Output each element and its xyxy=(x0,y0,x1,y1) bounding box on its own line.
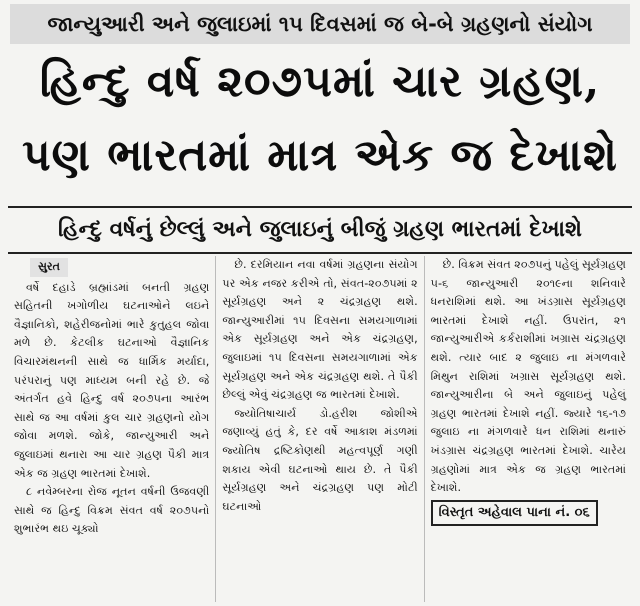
article-column-1 xyxy=(8,256,215,602)
column-2-paragraph-1: છે. દરમિયાન નવા વર્ષમાં ગ્રહણના સંયોગ પર એક નજર કરીએ તો, સંવત-૨૦૭૫માં ૨ સૂર્યગ્રહણ અને ૨ ચંદ્રગ્રહણ થશે. જાન્યુઆરીમાં ૧૫ દિવસના સમયગાળામાં એક સૂર્યગ્રહણ અને એક ચંદ્રગ્રહણ, જુલાઇમાં ૧૫ દિવસના સમયગાળામાં એક સૂર્યગ્રહણ અને એક ચંદ્રગ્રહણ થશે. તે પૈકી છેલ્લું એવું ચંદ્રગ્રહણ જ ભારતમાં દેખાશે. xyxy=(222,258,418,402)
headline-line-2: પણ ભારતમાં માત્ર એક જ દેખાશે xyxy=(22,130,618,181)
column-3-paragraph-1: છે. વિક્રમ સંવત ૨૦૭૫નું પહેલું સૂર્યગ્રહણ ૫-૬ જાન્યુઆરી ૨૦૧૯ના શનિવારે ધનરાશિમાં થશે. આ ખંડગ્રાસ સૂર્યગ્રહણ ભારતમાં દેખાશે નહીં. ઉપરાંત, ૨૧ જાન્યુઆરીએ કર્કરાશીમાં ખગ્રાસ ચંદ્રગ્રહણ થશે. ત્યાર બાદ ૨ જુલાઇ ના મંગળવારે મિથુન રાશિમાં ખગ્રાસ સૂર્યગ્રહણ થશે. જાન્યુઆરીના બે અને જુલાઇનું પહેલું ગ્રહણ ભારતમાં દેખાશે નહીં. જ્યારે ૧૬-૧૭ જુલાઇ ના મંગળવારે ધન રાશિમાં થનારું ખંડગ્રાસ ચંદ્રગ્રહણ ભારતમાં દેખાશે. ચારેય ગ્રહણોમાં માત્ર એક જ ગ્રહણ ભારતમાં દેખાશે. xyxy=(430,258,626,495)
article-columns xyxy=(8,256,632,602)
column-1-paragraph-2: ૮ નવેમ્બરના રોજ નૂતન વર્ષની ઉજવણી સાથે જ હિન્દુ વિક્રમ સંવત વર્ષ ૨૦૭૫નો શુભારંભ થઇ ચૂક્યો xyxy=(14,485,210,536)
continued-reference: વિસ્તૃત અહેવાલ પાના નં. ૦૬ xyxy=(431,500,598,526)
column-2-paragraph-2: જ્યોતિષાચાર્ય ડો.હરીશ જોશીએ જણાવ્યું હતું કે, દર વર્ષે આકાશ મંડળમાં જ્યોતિષ દ્રષ્ટિકોણથી મહત્વપૂર્ણ ગણી શકાય એવી ઘટનાઓ થાય છે. તે પૈકી સૂર્યગ્રહણ અને ચંદ્રગ્રહણ પણ મોટી ઘટનાઓ xyxy=(222,406,418,513)
kicker-line: જાન્યુઆરી અને જુલાઇમાં ૧૫ દિવસમાં જ બે-બે ગ્રહણનો સંયોગ xyxy=(10,4,630,44)
dateline: સુરત xyxy=(30,258,68,277)
headline-line-1: હિન્દુ વર્ષ ૨૦૭૫માં ચાર ગ્રહણ, xyxy=(39,56,601,107)
article-column-3 xyxy=(424,256,632,602)
subheadline: હિન્દુ વર્ષનું છેલ્લું અને જુલાઇનું બીજું ગ્રહણ ભારતમાં દેખાશે xyxy=(8,206,632,254)
article-column-2 xyxy=(215,256,423,602)
column-1-paragraph-1: વર્ષે દહાડે બ્રહ્માંડમાં બનતી ગ્રહણ સહિતની ખગોળીય ઘટનાઓને લઇને વૈજ્ઞાનિકો, શહેરીજનોમાં ભારે કુતુહલ જોવા મળે છે. કેટલીક ઘટનાઓ વૈજ્ઞાનિક વિચારમંથનની સાથે જ ધાર્મિક મર્યાદા, પરંપરાનું પણ માધ્યમ બની રહે છે. જે અંતર્ગત હવે હિન્દુ વર્ષ ૨૦૭૫ના આરંભ સાથે જ આ વર્ષમાં કુલ ચાર ગ્રહણનો યોગ જોવા મળશે. જોકે, જાન્યુઆરી અને જુલાઇમાં થનારા આ ચાર ગ્રહણ પૈકી માત્ર એક જ ગ્રહણ ભારતમાં દેખાશે. xyxy=(14,280,210,480)
